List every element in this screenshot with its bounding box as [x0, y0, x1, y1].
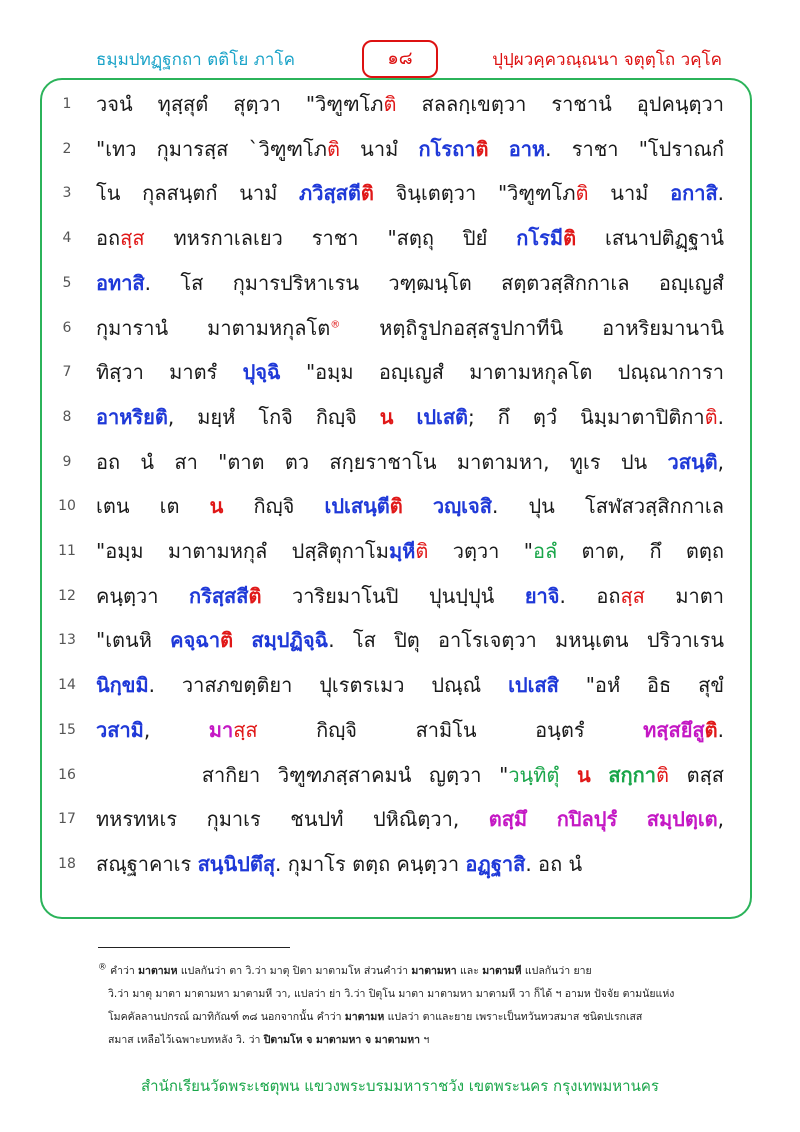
- text-line: [0, 399, 800, 445]
- line-number: 12: [58, 587, 76, 604]
- line-number: 5: [62, 274, 72, 291]
- line-text: ทิสฺวา มาตรํ ปุจฺฉิ "อมฺม อญฺเญสํ มาตามหกุลโต ปณฺณาการา: [96, 360, 724, 385]
- line-number: 18: [58, 855, 76, 872]
- line-number: 9: [62, 453, 72, 470]
- footnote-line: สมาส เหลือไว้เฉพาะบทหลัง วิ. ว่า ปิตามโห จ มาตามหา จ มาตามหา ฯ: [98, 1034, 430, 1046]
- line-number: 3: [62, 185, 72, 202]
- text-line: [0, 667, 800, 713]
- line-text: อถสฺส ทหรกาเลเยว ราชา "สตฺถุ ปิยํ กโรมีติ เสนาปติฏฺฐานํ: [96, 226, 724, 251]
- line-number: 13: [58, 632, 76, 649]
- line-number: 4: [62, 230, 72, 247]
- text-line: [0, 488, 800, 534]
- line-text: โน กุลสนฺตกํ นามํ ภวิสฺสตีติ จินฺเตตฺวา "วิฑูฑโภติ นามํ อกาสิ.: [96, 181, 725, 206]
- line-text: ทหรทหเร กุมาเร ชนปทํ ปหิณิตฺวา, ตสฺมึ กปิลปุรํ สมฺปตฺเต,: [96, 807, 725, 832]
- line-text: นิกฺขมิ. วาสภขตฺติยา ปุเรตรเมว ปณฺณํ เปเสสิ "อหํ อิธ สุขํ: [96, 673, 724, 698]
- line-text: สากิยา วิฑูฑภสฺสาคมนํ ญตฺวา "วนฺทิตุํ น สกฺกาติ ตสฺส: [96, 762, 724, 787]
- line-text: "อมฺม มาตามหกุลํ ปสฺสิตุกาโมมฺหีติ วตฺวา "อลํ ตาต, กึ ตตฺถ: [96, 539, 724, 563]
- footnote-line: โมคคัลลานปกรณ์ ฌาทิกัณฑ์ ๓๘ นอกจากนั้น คำว่า มาตามห แปลว่า ตาและยาย เพราะเป็นทวันทวสมาส ชนิดปเรกเสส: [98, 1011, 643, 1023]
- line-number: 14: [58, 677, 76, 694]
- line-text: "เตนหิ คจฺฉาติ สมฺปฏิจฺฉิ. โส ปิตุ อาโรเจตฺวา มหนฺเตน ปริวาเรน: [96, 628, 724, 653]
- line-number: 7: [62, 364, 72, 381]
- line-text: อถ นํ สา "ตาต ตว สกฺยราชาโน มาตามหา, ทูเร ปน วสนฺติ,: [96, 449, 724, 474]
- text-line: [0, 622, 800, 668]
- line-number: 17: [58, 811, 76, 828]
- line-text: สณฺฐาคาเร สนฺนิปตึสุ. กุมาโร ตตฺถ คนฺตฺวา อฏฺฐาสิ. อถ นํ: [96, 851, 583, 876]
- line-number: 8: [62, 408, 72, 425]
- chapter-title: ปุปฺผวคฺควณฺณนา จตุตฺโถ วคฺโค: [492, 50, 722, 70]
- text-line: [0, 533, 800, 579]
- text-line: [0, 220, 800, 266]
- text-line: [0, 354, 800, 400]
- text-line: [0, 444, 800, 490]
- line-text: อาหริยติ, มยฺหํ โกจิ กิญฺจิ น เปเสติ; กึ ตฺวํ นิมฺมาตาปิติกาติ.: [96, 404, 725, 429]
- text-line: [0, 86, 800, 132]
- text-line: [0, 265, 800, 311]
- line-text: "เทว กุมารสฺส `วิฑูฑโภติ นามํ กโรถาติ อาห. ราชา "โปราณกํ: [96, 136, 724, 161]
- line-number: 11: [58, 543, 76, 559]
- line-number: 1: [62, 96, 72, 112]
- line-number: 2: [62, 140, 72, 157]
- book-title: ธมฺมปทฏฺฐกถา ตติโย ภาโค: [96, 50, 295, 70]
- line-number: 15: [58, 721, 76, 738]
- line-number: 6: [62, 319, 72, 336]
- text-line: [0, 578, 800, 624]
- text-line: [0, 846, 800, 892]
- page-number-box: ๑๘: [362, 40, 438, 78]
- footnote-divider: [98, 947, 290, 948]
- line-text: กุมารานํ มาตามหกุลโต® หตฺถิรูปกอสฺสรูปกาทีนิ อาหริยมานานิ: [96, 315, 725, 340]
- line-number: 10: [58, 498, 76, 515]
- line-text: อทาสิ. โส กุมารปริหาเรน วฑฺฒนฺโต สตฺตวสฺสิกกาเล อญฺเญสํ: [96, 270, 724, 295]
- text-line: [0, 175, 800, 221]
- text-line: [0, 757, 800, 803]
- page-footer: สำนักเรียนวัดพระเชตุพน แขวงพระบรมมหาราชวัง เขตพระนคร กรุงเทพมหานคร: [141, 1077, 659, 1095]
- text-line: [0, 712, 800, 758]
- text-line: [0, 131, 800, 177]
- text-line: [0, 801, 800, 847]
- line-text: เตน เต น กิญฺจิ เปเสนฺตีติ วญฺเจสิ. ปุน โสฬสวสฺสิกกาเล: [96, 494, 725, 519]
- footnote-line: วิ.ว่า มาตุ มาตา มาตามหา มาตามหี วา, แปลว่า ย่า วิ.ว่า ปิตุโน มาตา มาตามหา มาตามหี วา ก็ได้ ฯ อามห ปัจจัย ตามนัยแห่ง: [98, 988, 675, 1000]
- line-text: คนฺตฺวา กริสฺสสีติ วาริยมาโนปิ ปุนปฺปุนํ ยาจิ. อถสฺส มาตา: [96, 583, 725, 608]
- footnote-line: ® คำว่า มาตามห แปลกันว่า ตา วิ.ว่า มาตุ ปิตา มาตามโห ส่วนคำว่า มาตามหา และ มาตามหี แปลกันว่า ยาย: [98, 962, 592, 977]
- line-number: 16: [58, 766, 76, 783]
- page-header: [0, 38, 800, 78]
- text-line: [0, 310, 800, 356]
- line-text: วจนํ ทุสฺสุตํ สุตฺวา "วิฑูฑโภติ สลลกฺเขตฺวา ราชานํ อุปคนฺตฺวา: [96, 92, 725, 116]
- line-text: วสามิ, มาสฺส กิญฺจิ สามิโน อนฺตรํ ทสฺสยึสูติ.: [96, 717, 724, 742]
